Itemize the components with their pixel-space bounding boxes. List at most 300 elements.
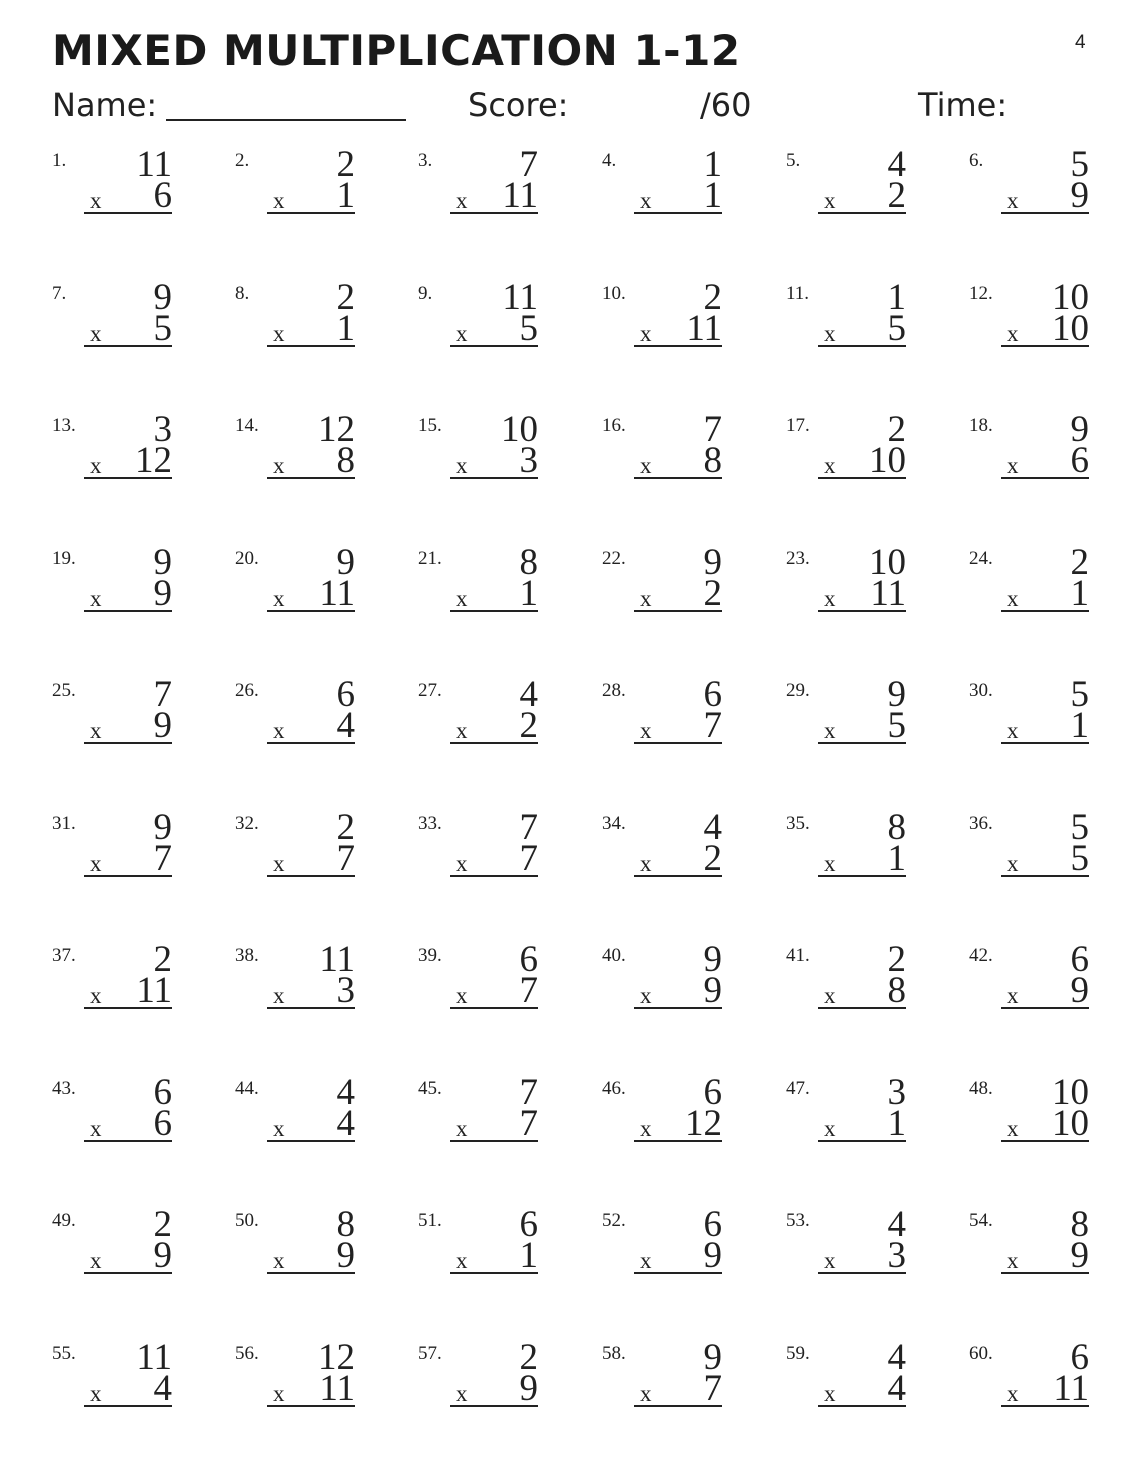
- top-operand: 6: [519, 939, 538, 980]
- problem: [786, 541, 906, 648]
- bottom-operand: 2: [703, 572, 722, 614]
- top-operand: 7: [153, 674, 172, 715]
- top-operand: 6: [1070, 1336, 1089, 1378]
- top-operand: 4: [703, 806, 722, 848]
- multiply-sign: x: [1007, 1380, 1019, 1406]
- problem-number: 12.: [969, 282, 993, 304]
- multiply-sign: x: [90, 983, 102, 1008]
- bottom-operand: 9: [703, 1235, 722, 1276]
- problem: [235, 1071, 355, 1178]
- answer-line: [267, 742, 355, 744]
- problem-number: 52.: [602, 1210, 626, 1231]
- page-title: MIXED MULTIPLICATION 1-12: [52, 26, 741, 75]
- problem-number: 17.: [786, 415, 810, 436]
- problem: [969, 541, 1089, 648]
- problem-number: 21.: [418, 547, 442, 569]
- multiply-sign: x: [273, 1380, 285, 1406]
- problem: [786, 1336, 906, 1443]
- problem: [418, 806, 538, 913]
- multiply-sign: x: [90, 188, 102, 213]
- top-operand: 12: [318, 1336, 355, 1378]
- problem: [602, 1336, 722, 1443]
- problem: [235, 144, 355, 250]
- bottom-operand: 9: [1070, 175, 1089, 216]
- answer-line: [450, 477, 538, 479]
- problem: [969, 939, 1089, 1045]
- problem-number: 54.: [969, 1210, 993, 1231]
- top-operand: 6: [336, 674, 355, 715]
- top-operand: 4: [519, 674, 538, 715]
- time-label: Time:: [918, 86, 1008, 124]
- multiply-sign: x: [456, 320, 468, 346]
- answer-line: [818, 1272, 906, 1274]
- multiply-sign: x: [640, 188, 652, 213]
- multiply-sign: x: [640, 850, 652, 876]
- top-operand: 4: [887, 144, 906, 185]
- answer-line: [450, 610, 538, 612]
- bottom-operand: 9: [153, 1235, 172, 1276]
- bottom-operand: 7: [519, 1102, 538, 1144]
- answer-line: [818, 1007, 906, 1009]
- answer-line: [267, 477, 355, 479]
- problem: [786, 409, 906, 515]
- multiply-sign: x: [273, 850, 285, 876]
- problem-number: 48.: [969, 1077, 993, 1099]
- bottom-operand: 1: [519, 1235, 538, 1276]
- multiply-sign: x: [273, 585, 285, 611]
- bottom-operand: 9: [519, 1367, 538, 1409]
- problem-number: 45.: [418, 1077, 442, 1099]
- multiply-sign: x: [1007, 983, 1019, 1008]
- top-operand: 9: [153, 541, 172, 583]
- top-operand: 2: [519, 1336, 538, 1378]
- bottom-operand: 8: [703, 440, 722, 481]
- answer-line: [634, 212, 722, 214]
- multiply-sign: x: [640, 320, 652, 346]
- problem: [235, 1204, 355, 1310]
- problem: [235, 409, 355, 515]
- top-operand: 8: [336, 1204, 355, 1245]
- top-operand: 11: [136, 1336, 172, 1378]
- multiply-sign: x: [824, 1248, 836, 1273]
- problem: [969, 144, 1089, 250]
- answer-line: [634, 1140, 722, 1142]
- bottom-operand: 9: [153, 572, 172, 614]
- answer-line: [634, 1405, 722, 1407]
- multiply-sign: x: [90, 850, 102, 876]
- answer-line: [1001, 477, 1089, 479]
- bottom-operand: 2: [703, 837, 722, 879]
- problem: [52, 144, 172, 250]
- answer-line: [1001, 610, 1089, 612]
- multiply-sign: x: [90, 320, 102, 346]
- top-operand: 7: [519, 806, 538, 848]
- answer-line: [634, 477, 722, 479]
- multiply-sign: x: [640, 718, 652, 743]
- problem-number: 3.: [418, 150, 433, 171]
- problem: [602, 409, 722, 515]
- bottom-operand: 11: [870, 572, 906, 614]
- problem: [235, 674, 355, 780]
- bottom-operand: 1: [1070, 572, 1089, 614]
- problem: [786, 1071, 906, 1178]
- multiply-sign: x: [824, 983, 836, 1008]
- top-operand: 5: [1070, 674, 1089, 715]
- bottom-operand: 3: [887, 1235, 906, 1276]
- problem: [602, 939, 722, 1045]
- multiply-sign: x: [824, 1115, 836, 1141]
- top-operand: 2: [887, 939, 906, 980]
- multiply-sign: x: [456, 983, 468, 1008]
- problem-number: 1.: [52, 150, 67, 171]
- top-operand: 2: [153, 1204, 172, 1245]
- top-operand: 12: [318, 409, 355, 450]
- top-operand: 2: [336, 806, 355, 848]
- answer-line: [818, 875, 906, 877]
- answer-line: [450, 345, 538, 347]
- problem-number: 40.: [602, 945, 626, 966]
- problem: [786, 1204, 906, 1310]
- multiply-sign: x: [273, 188, 285, 213]
- problem-number: 39.: [418, 945, 442, 966]
- multiply-sign: x: [456, 453, 468, 478]
- top-operand: 10: [1052, 276, 1089, 318]
- bottom-operand: 4: [336, 705, 355, 746]
- answer-line: [634, 1007, 722, 1009]
- bottom-operand: 10: [869, 440, 906, 481]
- problem: [52, 409, 172, 515]
- problem-number: 59.: [786, 1342, 810, 1364]
- problem-number: 43.: [52, 1077, 76, 1099]
- multiply-sign: x: [456, 1248, 468, 1273]
- answer-line: [84, 1007, 172, 1009]
- answer-line: [450, 1272, 538, 1274]
- problem: [52, 674, 172, 780]
- answer-line: [1001, 1405, 1089, 1407]
- answer-line: [84, 610, 172, 612]
- bottom-operand: 11: [319, 1367, 355, 1409]
- top-operand: 4: [887, 1204, 906, 1245]
- top-operand: 9: [336, 541, 355, 583]
- bottom-operand: 6: [153, 1102, 172, 1144]
- problem-number: 53.: [786, 1210, 810, 1231]
- bottom-operand: 11: [686, 307, 722, 349]
- bottom-operand: 1: [887, 1102, 906, 1144]
- answer-line: [450, 1405, 538, 1407]
- top-operand: 8: [519, 541, 538, 583]
- problem: [602, 144, 722, 250]
- multiply-sign: x: [640, 1248, 652, 1273]
- problem-number: 34.: [602, 812, 626, 834]
- problem: [52, 276, 172, 383]
- problem: [52, 1071, 172, 1178]
- problem-number: 16.: [602, 415, 626, 436]
- bottom-operand: 5: [887, 705, 906, 746]
- top-operand: 9: [887, 674, 906, 715]
- problem: [602, 674, 722, 780]
- bottom-operand: 5: [887, 307, 906, 349]
- answer-line: [84, 1405, 172, 1407]
- multiply-sign: x: [90, 1115, 102, 1141]
- problem: [52, 1336, 172, 1443]
- name-blank-line: [166, 119, 406, 121]
- problem: [969, 276, 1089, 383]
- bottom-operand: 9: [1070, 1235, 1089, 1276]
- bottom-operand: 7: [703, 705, 722, 746]
- bottom-operand: 11: [1053, 1367, 1089, 1409]
- bottom-operand: 10: [1052, 307, 1089, 349]
- bottom-operand: 7: [703, 1367, 722, 1409]
- top-operand: 9: [703, 541, 722, 583]
- bottom-operand: 6: [153, 175, 172, 216]
- problem: [786, 144, 906, 250]
- problem-number: 41.: [786, 945, 810, 966]
- problem-number: 2.: [235, 150, 250, 171]
- problem: [235, 276, 355, 383]
- problem: [52, 1204, 172, 1310]
- top-operand: 6: [703, 674, 722, 715]
- multiply-sign: x: [456, 188, 468, 213]
- problem: [235, 806, 355, 913]
- problem-number: 5.: [786, 150, 801, 171]
- name-label: Name:: [52, 86, 158, 124]
- bottom-operand: 5: [1070, 837, 1089, 879]
- problem: [235, 541, 355, 648]
- problem: [418, 939, 538, 1045]
- answer-line: [1001, 742, 1089, 744]
- answer-line: [818, 1405, 906, 1407]
- answer-line: [267, 345, 355, 347]
- problem-number: 8.: [235, 282, 250, 304]
- problem-number: 6.: [969, 150, 984, 171]
- answer-line: [634, 345, 722, 347]
- top-operand: 4: [887, 1336, 906, 1378]
- top-operand: 9: [1070, 409, 1089, 450]
- answer-line: [634, 875, 722, 877]
- problem: [418, 409, 538, 515]
- multiply-sign: x: [90, 1248, 102, 1273]
- answer-line: [634, 742, 722, 744]
- bottom-operand: 8: [887, 970, 906, 1011]
- bottom-operand: 2: [887, 175, 906, 216]
- problem-number: 19.: [52, 547, 76, 569]
- multiply-sign: x: [1007, 1248, 1019, 1273]
- problem: [786, 939, 906, 1045]
- answer-line: [84, 212, 172, 214]
- bottom-operand: 9: [703, 970, 722, 1011]
- answer-line: [1001, 345, 1089, 347]
- bottom-operand: 12: [135, 440, 172, 481]
- problem: [602, 541, 722, 648]
- bottom-operand: 1: [703, 175, 722, 216]
- answer-line: [450, 1007, 538, 1009]
- answer-line: [84, 345, 172, 347]
- top-operand: 3: [887, 1071, 906, 1113]
- top-operand: 2: [887, 409, 906, 450]
- bottom-operand: 4: [153, 1367, 172, 1409]
- top-operand: 5: [1070, 144, 1089, 185]
- top-operand: 9: [703, 939, 722, 980]
- problem-number: 51.: [418, 1210, 442, 1231]
- answer-line: [450, 212, 538, 214]
- problem: [602, 1071, 722, 1178]
- problem-number: 10.: [602, 282, 626, 304]
- problem-number: 35.: [786, 812, 810, 834]
- answer-line: [818, 742, 906, 744]
- multiply-sign: x: [1007, 850, 1019, 876]
- bottom-operand: 9: [336, 1235, 355, 1276]
- top-operand: 10: [501, 409, 538, 450]
- problem-number: 46.: [602, 1077, 626, 1099]
- answer-line: [84, 742, 172, 744]
- bottom-operand: 3: [336, 970, 355, 1011]
- problem: [969, 1336, 1089, 1443]
- bottom-operand: 12: [685, 1102, 722, 1144]
- problem-number: 60.: [969, 1342, 993, 1364]
- problem: [786, 276, 906, 383]
- problem: [52, 541, 172, 648]
- problem-number: 38.: [235, 945, 259, 966]
- problem-number: 32.: [235, 812, 259, 834]
- multiply-sign: x: [824, 585, 836, 611]
- problem-number: 23.: [786, 547, 810, 569]
- bottom-operand: 7: [336, 837, 355, 879]
- bottom-operand: 2: [519, 705, 538, 746]
- top-operand: 11: [319, 939, 355, 980]
- top-operand: 11: [502, 276, 538, 318]
- top-operand: 7: [519, 144, 538, 185]
- bottom-operand: 6: [1070, 440, 1089, 481]
- answer-line: [267, 1272, 355, 1274]
- top-operand: 10: [1052, 1071, 1089, 1113]
- multiply-sign: x: [824, 320, 836, 346]
- multiply-sign: x: [1007, 188, 1019, 213]
- multiply-sign: x: [273, 983, 285, 1008]
- problem: [969, 806, 1089, 913]
- problem: [235, 1336, 355, 1443]
- answer-line: [84, 1272, 172, 1274]
- problem: [418, 276, 538, 383]
- problem-number: 28.: [602, 680, 626, 701]
- score-label: Score:: [468, 86, 569, 124]
- problem: [786, 674, 906, 780]
- problem-number: 55.: [52, 1342, 76, 1364]
- problem-number: 27.: [418, 680, 442, 701]
- top-operand: 6: [703, 1204, 722, 1245]
- bottom-operand: 10: [1052, 1102, 1089, 1144]
- bottom-operand: 5: [519, 307, 538, 349]
- bottom-operand: 11: [502, 175, 538, 216]
- top-operand: 4: [336, 1071, 355, 1113]
- problem-number: 36.: [969, 812, 993, 834]
- problem: [786, 806, 906, 913]
- problem-number: 7.: [52, 282, 67, 304]
- problem-number: 56.: [235, 1342, 259, 1364]
- multiply-sign: x: [824, 850, 836, 876]
- answer-line: [267, 1140, 355, 1142]
- problem-number: 42.: [969, 945, 993, 966]
- bottom-operand: 11: [136, 970, 172, 1011]
- multiply-sign: x: [824, 453, 836, 478]
- top-operand: 2: [1070, 541, 1089, 583]
- multiply-sign: x: [456, 1115, 468, 1141]
- problem-number: 57.: [418, 1342, 442, 1364]
- top-operand: 5: [1070, 806, 1089, 848]
- multiply-sign: x: [640, 1115, 652, 1141]
- answer-line: [818, 1140, 906, 1142]
- multiply-sign: x: [90, 718, 102, 743]
- top-operand: 1: [703, 144, 722, 185]
- problem-number: 31.: [52, 812, 76, 834]
- problem: [969, 1204, 1089, 1310]
- multiply-sign: x: [640, 585, 652, 611]
- problem-number: 30.: [969, 680, 993, 701]
- bottom-operand: 1: [519, 572, 538, 614]
- multiply-sign: x: [273, 453, 285, 478]
- problem: [52, 806, 172, 913]
- top-operand: 6: [1070, 939, 1089, 980]
- bottom-operand: 7: [519, 837, 538, 879]
- problem-number: 26.: [235, 680, 259, 701]
- multiply-sign: x: [456, 585, 468, 611]
- bottom-operand: 7: [153, 837, 172, 879]
- problem-number: 44.: [235, 1077, 259, 1099]
- answer-line: [634, 610, 722, 612]
- top-operand: 8: [1070, 1204, 1089, 1245]
- problem: [418, 1336, 538, 1443]
- problem: [602, 806, 722, 913]
- multiply-sign: x: [273, 1248, 285, 1273]
- bottom-operand: 3: [519, 440, 538, 481]
- answer-line: [450, 742, 538, 744]
- problem: [602, 1204, 722, 1310]
- top-operand: 9: [703, 1336, 722, 1378]
- top-operand: 6: [519, 1204, 538, 1245]
- top-operand: 2: [336, 144, 355, 185]
- answer-line: [450, 1140, 538, 1142]
- problem-number: 11.: [786, 282, 810, 304]
- top-operand: 6: [703, 1071, 722, 1113]
- bottom-operand: 4: [887, 1367, 906, 1409]
- problem-number: 37.: [52, 945, 76, 966]
- problem-number: 29.: [786, 680, 810, 701]
- top-operand: 1: [887, 276, 906, 318]
- top-operand: 2: [703, 276, 722, 318]
- multiply-sign: x: [640, 453, 652, 478]
- multiply-sign: x: [273, 718, 285, 743]
- multiply-sign: x: [640, 983, 652, 1008]
- answer-line: [1001, 1140, 1089, 1142]
- answer-line: [267, 1007, 355, 1009]
- bottom-operand: 7: [519, 970, 538, 1011]
- problem: [602, 276, 722, 383]
- top-operand: 3: [153, 409, 172, 450]
- problem-number: 22.: [602, 547, 626, 569]
- problem: [418, 541, 538, 648]
- problem: [969, 409, 1089, 515]
- answer-line: [84, 1140, 172, 1142]
- problem: [969, 674, 1089, 780]
- top-operand: 9: [153, 806, 172, 848]
- bottom-operand: 5: [153, 307, 172, 349]
- answer-line: [634, 1272, 722, 1274]
- problem: [418, 1204, 538, 1310]
- answer-line: [818, 212, 906, 214]
- multiply-sign: x: [1007, 718, 1019, 743]
- problem: [969, 1071, 1089, 1178]
- problem-number: 15.: [418, 415, 442, 436]
- problem-number: 58.: [602, 1342, 626, 1364]
